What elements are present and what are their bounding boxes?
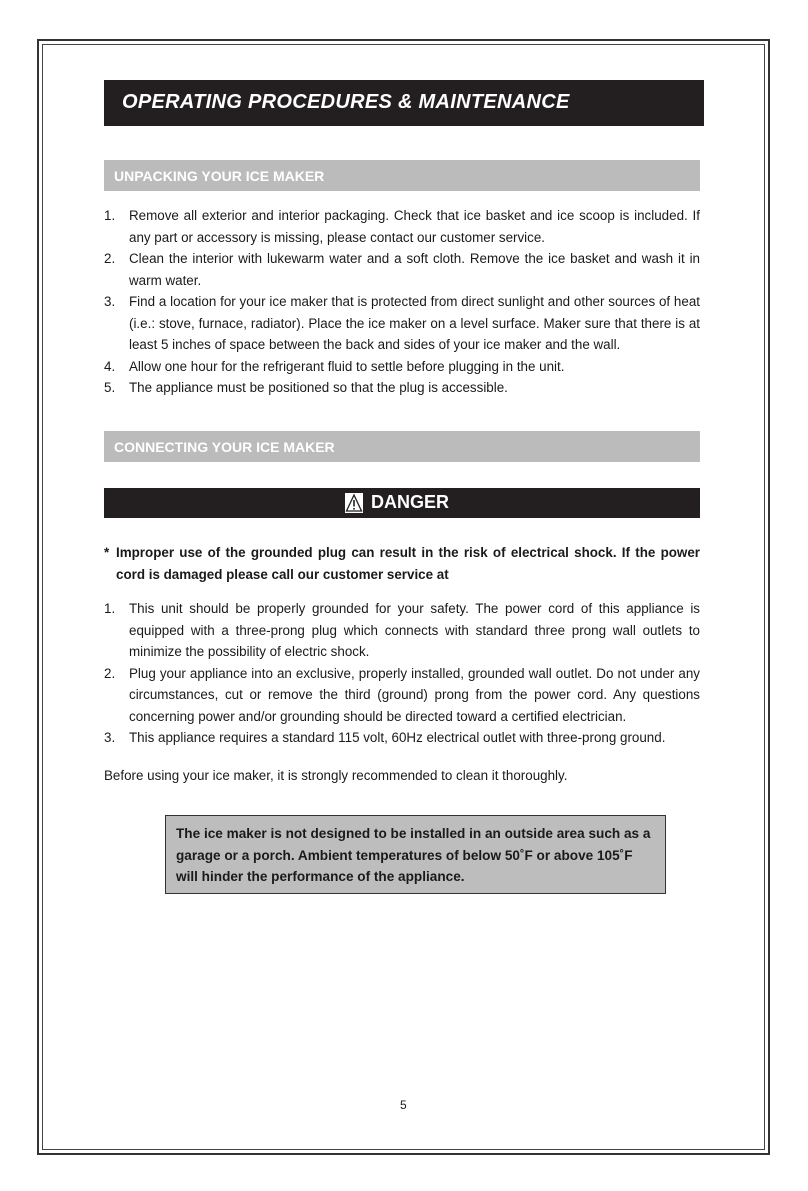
item-text: The appliance must be positioned so that the plug is accessible.: [129, 380, 508, 395]
item-text: Find a location for your ice maker that is protected from direct sunlight and other sources of heat (i.e.: stove, furnace, radiator). Place the ice maker on a level surface. Maker sure that there is at least 5 inches of space between the back and sides of your ice maker and the wall.: [129, 294, 700, 352]
item-number: 1.: [104, 208, 116, 223]
connecting-heading-bar: [104, 431, 700, 462]
warning-text: Improper use of the grounded plug can result in the risk of electrical shock. If the power cord is damaged please call our customer service at: [116, 545, 700, 582]
list-item: [104, 663, 700, 728]
danger-bar: [104, 488, 700, 518]
unpacking-heading: UNPACKING YOUR ICE MAKER: [114, 168, 325, 184]
connecting-heading: CONNECTING YOUR ICE MAKER: [114, 439, 335, 455]
connecting-list: [104, 598, 700, 749]
unpacking-list: [104, 205, 700, 399]
item-text: Allow one hour for the refrigerant fluid to settle before plugging in the unit.: [129, 358, 565, 374]
page-title: OPERATING PROCEDURES & MAINTENANCE: [122, 91, 570, 113]
item-number: 3.: [104, 294, 116, 309]
item-text: Clean the interior with lukewarm water and a soft cloth. Remove the ice basket and wash it in warm water.: [129, 251, 700, 288]
item-text: This appliance requires a standard 115 volt, 60Hz electrical outlet with three-prong ground.: [129, 730, 666, 745]
list-item: [104, 248, 700, 291]
item-number: 3.: [104, 730, 116, 745]
item-number: 2.: [104, 251, 116, 266]
danger-warning: [104, 542, 700, 586]
item-number: 1.: [104, 601, 116, 616]
list-item: [104, 727, 700, 749]
installation-note-box: [165, 815, 666, 894]
warning-triangle-icon: [345, 493, 363, 513]
list-item: [104, 205, 700, 248]
item-text: This unit should be properly grounded for your safety. The power cord of this appliance is equipped with a three-prong plug which connects with standard three prong wall outlets to minimize the possibility of electric shock.: [129, 601, 700, 659]
item-number: 4.: [104, 358, 116, 374]
item-number: 5.: [104, 380, 116, 395]
list-item: [104, 356, 700, 378]
before-using-note: Before using your ice maker, it is strongly recommended to clean it thoroughly.: [104, 768, 568, 783]
item-text: Remove all exterior and interior packaging. Check that ice basket and ice scoop is included. If any part or accessory is missing, please contact our customer service.: [129, 208, 700, 245]
list-item: [104, 598, 700, 663]
item-number: 2.: [104, 665, 116, 681]
danger-label: DANGER: [371, 492, 450, 512]
item-text: Plug your appliance into an exclusive, properly installed, grounded wall outlet. Do not under any circumstances, cut or remove the third (ground) prong from the power cord. Any questions concerning power and/or grounding should be directed toward a certified electrician.: [129, 665, 700, 724]
asterisk: *: [104, 545, 110, 560]
list-item: [104, 377, 700, 399]
list-item: [104, 291, 700, 356]
page-number: 5: [400, 1098, 407, 1112]
section-title-bar: [104, 80, 704, 126]
installation-note-text: The ice maker is not designed to be installed in an outside area such as a garage or a porch. Ambient temperatures of below 50˚F or above 105˚F will hinder the performance of the appliance.: [176, 826, 651, 884]
unpacking-heading-bar: [104, 160, 700, 191]
